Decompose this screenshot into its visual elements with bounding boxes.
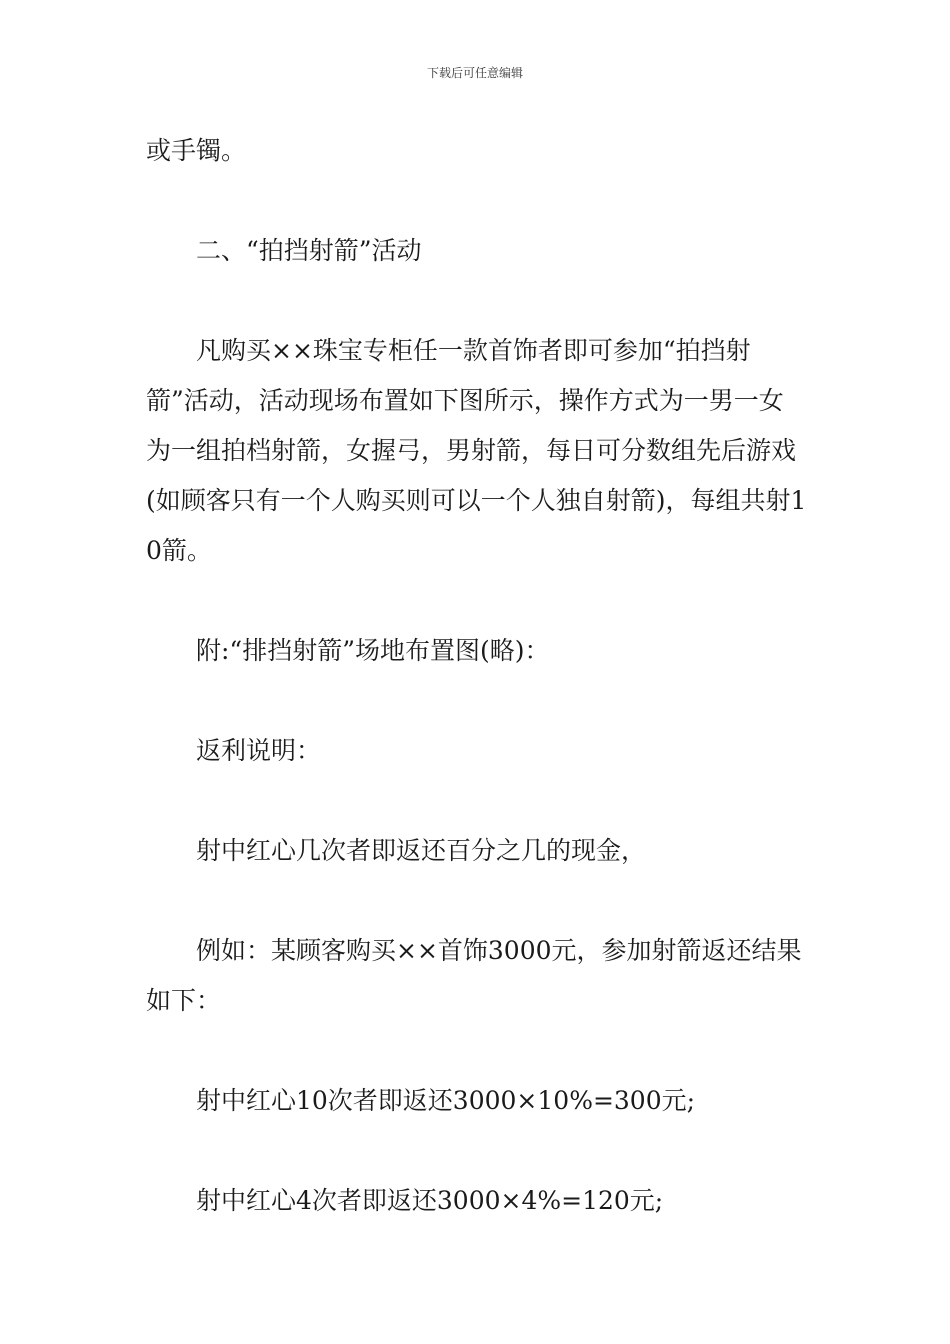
paragraph-spacer	[146, 1026, 808, 1076]
section-heading: 二、“拍挡射箭”活动	[196, 236, 422, 265]
paragraph-spacer	[146, 176, 808, 226]
paragraph-spacer	[146, 1126, 808, 1176]
rebate-rule: 射中红心几次者即返还百分之几的现金，	[196, 836, 647, 865]
rebate-example-line: 射中红心10次者即返还3000×10%=300元;	[196, 1086, 696, 1115]
activity-description: 凡购买××珠宝专柜任一款首饰者即可参加“拍挡射箭”活动，活动现场布置如下图所示，操作方式为一男一女为一组拍档射箭，女握弓，男射箭，每日可分数组先后游戏(如顾客只有一个人购买则可以一个人独自射箭)，每组共射10箭。	[146, 336, 807, 565]
rebate-title: 返利说明：	[196, 736, 322, 765]
paragraph-spacer	[146, 276, 808, 326]
paragraph-spacer	[146, 776, 808, 826]
rebate-example-intro: 例如：某顾客购买××首饰3000元，参加射箭返还结果如下：	[146, 936, 802, 1015]
document-body	[146, 126, 808, 1226]
paragraph-spacer	[146, 676, 808, 726]
layout-note: 附:“排挡射箭”场地布置图(略)：	[196, 636, 550, 665]
paragraph-spacer	[146, 876, 808, 926]
paragraph-fragment: 或手镯。	[146, 136, 247, 165]
rebate-example-line: 射中红心4次者即返还3000×4%=120元;	[196, 1186, 664, 1215]
paragraph-spacer	[146, 576, 808, 626]
page-header-note: 下载后可任意编辑	[426, 66, 523, 80]
